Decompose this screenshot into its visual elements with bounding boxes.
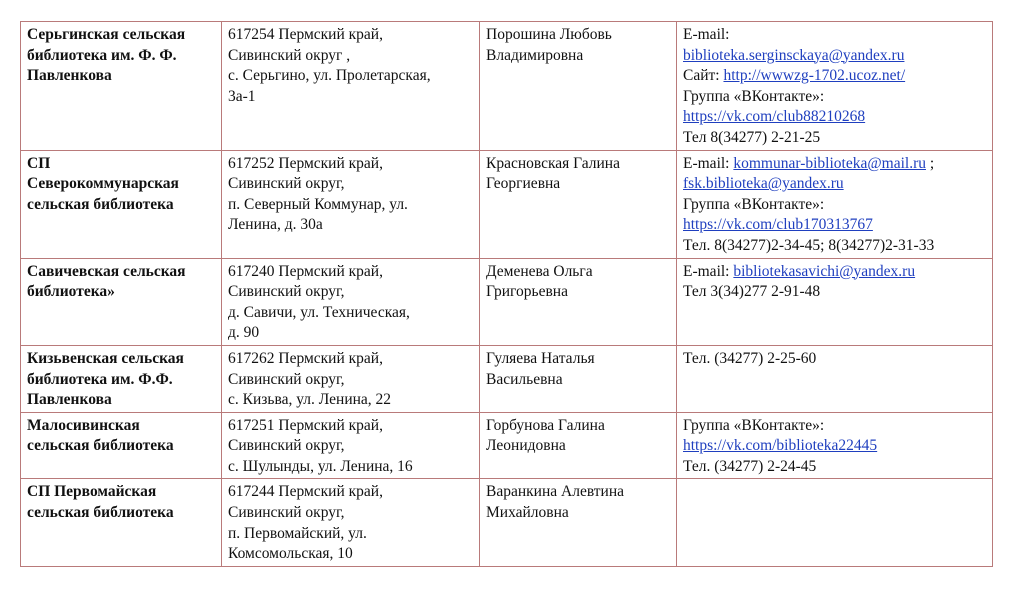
contacts-cell <box>677 345 993 412</box>
address-cell: 617252 Пермский край, Сивинский округ, п. Северный Коммунар, ул. Ленина, д. 30а <box>222 150 480 258</box>
phone-text: Тел. 8(34277)2-34-45; 8(34277)2-31-33 <box>683 236 935 254</box>
email-link[interactable]: biblioteka.serginsckaya@yandex.ru <box>683 46 905 64</box>
table-row <box>21 345 993 412</box>
email-label: E-mail: <box>683 262 734 280</box>
head-cell: Красновская Галина Георгиевна <box>480 150 677 258</box>
document-page <box>20 21 992 567</box>
libraries-table <box>20 21 993 567</box>
email-link-2[interactable]: fsk.biblioteka@yandex.ru <box>683 175 844 193</box>
phone-text: Тел. (34277) 2-25-60 <box>683 349 817 367</box>
head-cell: Горбунова Галина Леонидовна <box>480 412 677 479</box>
contacts-cell <box>677 412 993 479</box>
email-link[interactable]: kommunar-biblioteka@mail.ru <box>733 154 926 172</box>
contacts-cell <box>677 22 993 151</box>
table-row <box>21 479 993 566</box>
library-name-cell: Малосивинская сельская библиотека <box>21 412 222 479</box>
site-label: Сайт: <box>683 67 724 85</box>
site-link[interactable]: http://wwwzg-1702.ucoz.net/ <box>723 67 906 85</box>
vk-link[interactable]: https://vk.com/club170313767 <box>683 216 873 234</box>
table-row <box>21 150 993 258</box>
vk-label: Группа «ВКонтакте»: <box>683 87 825 105</box>
library-name-cell: СП Северокоммунарская сельская библиотека <box>21 150 222 258</box>
phone-text: Тел 8(34277) 2-21-25 <box>683 128 821 146</box>
phone-text: Тел 3(34)277 2-91-48 <box>683 283 821 301</box>
head-cell: Порошина Любовь Владимировна <box>480 22 677 151</box>
vk-label: Группа «ВКонтакте»: <box>683 416 825 434</box>
email-separator: ; <box>925 154 935 172</box>
email-link[interactable]: bibliotekasavichi@yandex.ru <box>733 262 916 280</box>
table-row <box>21 22 993 151</box>
library-name-cell: Савичевская сельская библиотека» <box>21 258 222 345</box>
library-name-cell: Серьгинская сельская библиотека им. Ф. Ф. Павленкова <box>21 22 222 151</box>
contacts-cell <box>677 150 993 258</box>
library-name-cell: Кизьвенская сельская библиотека им. Ф.Ф. Павленкова <box>21 345 222 412</box>
head-cell: Гуляева Наталья Васильевна <box>480 345 677 412</box>
email-label: E-mail: <box>683 154 734 172</box>
head-cell: Деменева Ольга Григорьевна <box>480 258 677 345</box>
phone-text: Тел. (34277) 2-24-45 <box>683 457 817 475</box>
vk-link[interactable]: https://vk.com/biblioteka22445 <box>683 437 878 455</box>
contacts-cell <box>677 479 993 566</box>
address-cell: 617251 Пермский край, Сивинский округ, с. Шулынды, ул. Ленина, 16 <box>222 412 480 479</box>
contacts-cell <box>677 258 993 345</box>
table-row <box>21 412 993 479</box>
address-cell: 617254 Пермский край, Сивинский округ , с. Серьгино, ул. Пролетарская, 3а-1 <box>222 22 480 151</box>
vk-label: Группа «ВКонтакте»: <box>683 195 825 213</box>
address-cell: 617244 Пермский край, Сивинский округ, п. Первомайский, ул. Комсомольская, 10 <box>222 479 480 566</box>
head-cell: Варанкина Алевтина Михайловна <box>480 479 677 566</box>
library-name-cell: СП Первомайская сельская библиотека <box>21 479 222 566</box>
address-cell: 617262 Пермский край, Сивинский округ, с. Кизьва, ул. Ленина, 22 <box>222 345 480 412</box>
email-label: E-mail: <box>683 26 730 43</box>
address-cell: 617240 Пермский край, Сивинский округ, д. Савичи, ул. Техническая, д. 90 <box>222 258 480 345</box>
vk-link[interactable]: https://vk.com/club88210268 <box>683 108 866 126</box>
table-row <box>21 258 993 345</box>
